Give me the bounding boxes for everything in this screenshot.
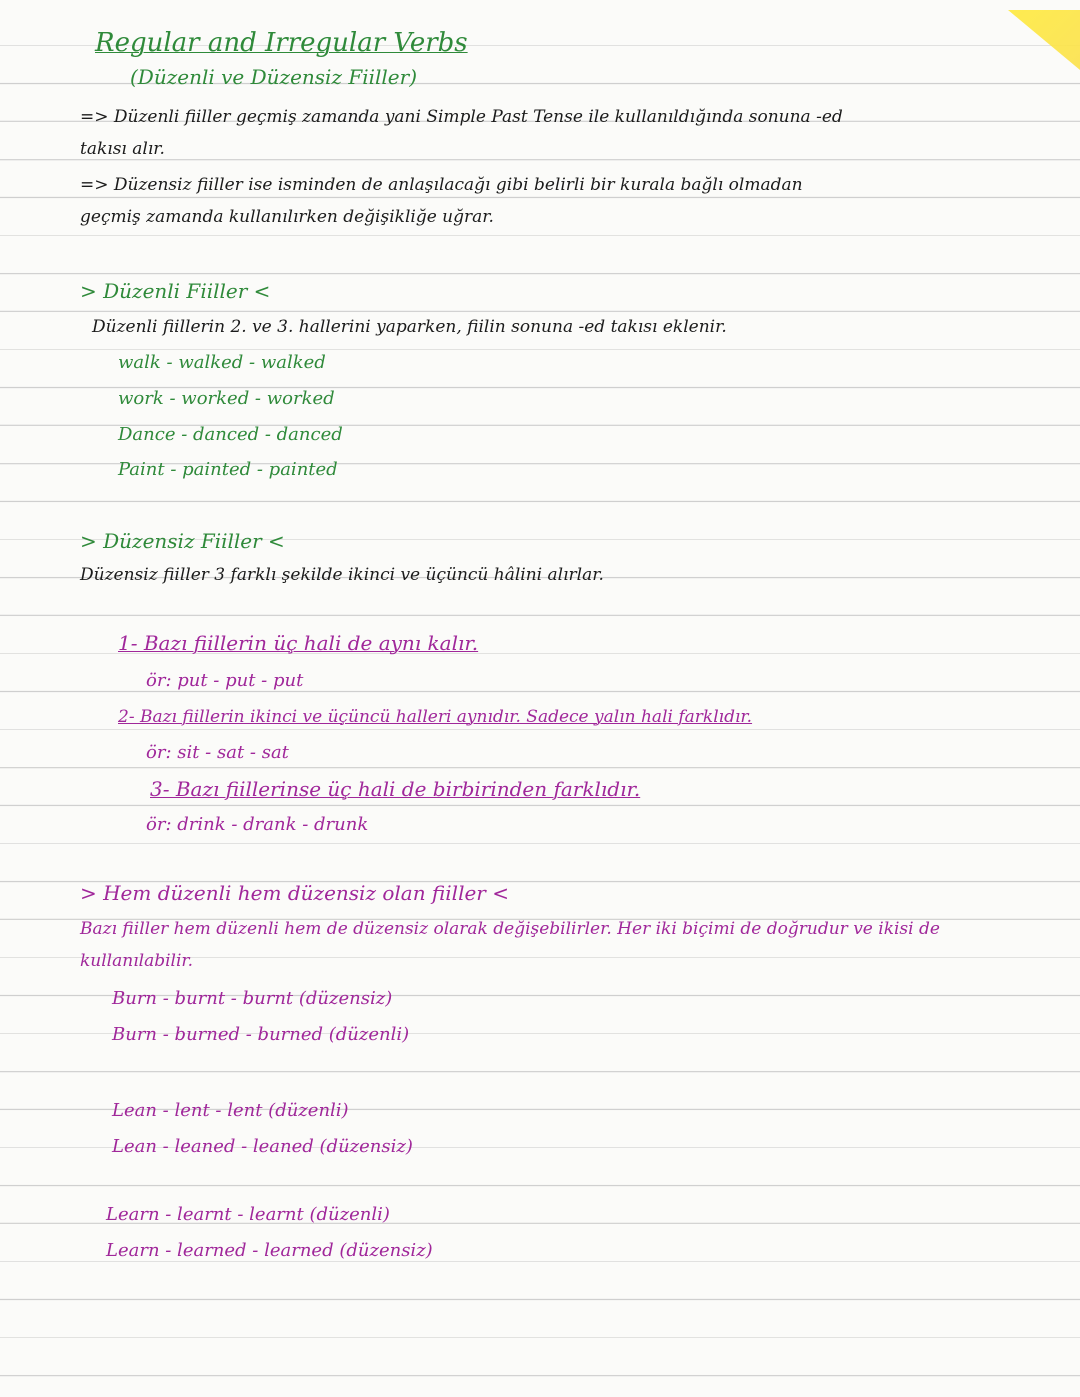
- irregular-example-2: ör: sit - sat - sat: [146, 742, 289, 763]
- intro-line-2: takısı alır.: [80, 139, 165, 159]
- irregular-rule-3: 3- Bazı fiillerinse üç hali de birbirinden farklıdır.: [150, 777, 641, 801]
- highlighter-mark: [990, 10, 1080, 70]
- both-example-3: Lean - lent - lent (düzenli): [112, 1100, 349, 1121]
- both-example-5: Learn - learnt - learnt (düzenli): [106, 1204, 390, 1225]
- regular-example-4: Paint - painted - painted: [118, 459, 338, 480]
- both-heading: > Hem düzenli hem düzensiz olan fiiller <: [80, 881, 509, 905]
- irregular-description: Düzensiz fiiller 3 farklı şekilde ikinci ve üçüncü hâlini alırlar.: [80, 565, 604, 585]
- irregular-example-3: ör: drink - drank - drunk: [146, 814, 369, 835]
- irregular-rule-1: 1- Bazı fiillerin üç hali de aynı kalır.: [118, 631, 479, 655]
- page-subtitle: (Düzenli ve Düzensiz Fiiller): [130, 65, 418, 89]
- regular-example-3: Dance - danced - danced: [118, 424, 343, 445]
- both-example-1: Burn - burnt - burnt (düzensiz): [112, 988, 393, 1009]
- both-description-2: kullanılabilir.: [80, 951, 194, 971]
- intro-line-1: => Düzenli fiiller geçmiş zamanda yani Simple Past Tense ile kullanıldığında sonuna -ed: [80, 107, 843, 127]
- regular-heading: > Düzenli Fiiller <: [80, 279, 271, 303]
- page-title: Regular and Irregular Verbs: [95, 28, 468, 58]
- both-example-2: Burn - burned - burned (düzenli): [112, 1024, 410, 1045]
- regular-example-1: walk - walked - walked: [118, 352, 326, 373]
- intro-line-3: => Düzensiz fiiller ise isminden de anlaşılacağı gibi belirli bir kurala bağlı olmadan: [80, 175, 803, 195]
- regular-description: Düzenli fiillerin 2. ve 3. hallerini yaparken, fiilin sonuna -ed takısı eklenir.: [92, 317, 727, 337]
- irregular-heading: > Düzensiz Fiiller <: [80, 529, 285, 553]
- both-example-4: Lean - leaned - leaned (düzensiz): [112, 1136, 413, 1157]
- intro-line-4: geçmiş zamanda kullanılırken değişikliğe uğrar.: [80, 207, 494, 227]
- regular-example-2: work - worked - worked: [118, 388, 335, 409]
- both-description-1: Bazı fiiller hem düzenli hem de düzensiz olarak değişebilirler. Her iki biçimi de doğrudur ve ikisi de: [80, 919, 940, 939]
- both-example-6: Learn - learned - learned (düzensiz): [106, 1240, 433, 1261]
- irregular-example-1: ör: put - put - put: [146, 670, 304, 691]
- irregular-rule-2: 2- Bazı fiillerin ikinci ve üçüncü halleri aynıdır. Sadece yalın hali farklıdır.: [118, 707, 753, 727]
